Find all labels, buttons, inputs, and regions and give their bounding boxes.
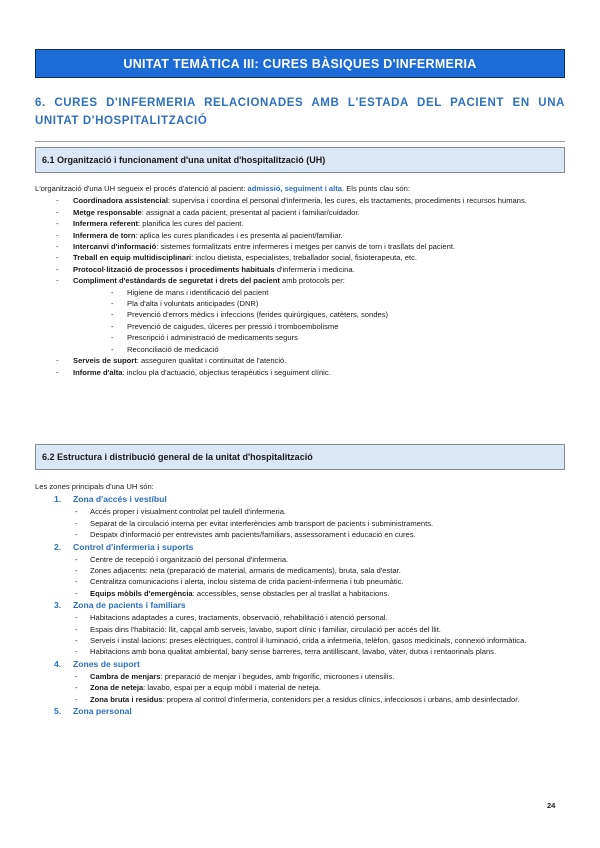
list-item: - Zona bruta i residus: propera al control d'infermeria, contenidors per a residus clínics, infecciosos i urbans, amb desinfectador. <box>35 694 565 705</box>
sub-list-item: - Higiene de mans i identificació del pacient <box>73 287 565 298</box>
sub-list-item: - Prevenció de caigudes, úlceres per pressió i tromboembolisme <box>73 321 565 332</box>
list-item: - Habitacions amb bona qualitat ambiental, bany sense barreres, terra antilliscant, lavabo, vàter, dutxa i rentaorinals plans. <box>35 646 565 657</box>
sub-list-item: - Prescripció i administració de medicaments segurs <box>73 332 565 343</box>
section-heading-6-1: 6.1 Organització i funcionament d'una unitat d'hospitalització (UH) <box>35 147 565 173</box>
list-item: - Zones adjacents: neta (preparació de material, armaris de medicaments), bruta, sala d'estar. <box>35 565 565 576</box>
unit-title-banner: UNITAT TEMÀTICA III: CURES BÀSIQUES D'INFERMERIA <box>35 49 565 78</box>
list-item: - Metge responsable: assignat a cada pacient, presentat al pacient i familiar/cuidador. <box>35 207 565 218</box>
section-heading-6-2: 6.2 Estructura i distribució general de la unitat d'hospitalització <box>35 444 565 470</box>
list-item: - Infermera de torn: aplica les cures planificades i es presenta al pacient/familiar. <box>35 230 565 241</box>
zone-heading: 5. Zona personal <box>54 706 132 717</box>
section-6-2-body <box>35 481 565 718</box>
zone-heading: 1. Zona d'accés i vestíbul <box>54 494 167 505</box>
list-item: - Separat de la circulació interna per evitar interferències amb transport de pacients i subministraments. <box>35 518 565 529</box>
sub-list-item: - Pla d'alta i voluntats anticipades (DNR) <box>73 298 565 309</box>
list-item: - Treball en equip multidisciplinari: inclou dietista, especialistes, treballador social, fisioterapeuta, etc. <box>35 252 565 263</box>
key-points-list <box>35 195 565 378</box>
list-item: - Serveis i instal·lacions: preses elèctriques, control il·luminació, crida a infermeria, telèfon, gasos medicinals, connexió informàtica. <box>35 635 565 646</box>
list-item: - Coordinadora assistencial: supervisa i coordina el personal d'infermeria, les cures, els tractaments, procediments i recursos humans. <box>35 195 565 206</box>
list-item: - Centre de recepció i organització del personal d'infermeria. <box>35 554 565 565</box>
zone-items <box>35 612 565 658</box>
list-item: - Zona de neteja: lavabo, espai per a equip mòbil i material de neteja. <box>35 682 565 693</box>
list-item: - Accés proper i visualment controlat pel taulell d'infermeria. <box>35 506 565 517</box>
section-6-1-intro: L'organització d'una UH segueix el procés d'atenció al pacient: admissió, seguiment i alta. Els punts clau són: <box>35 184 410 193</box>
highlight-phrase: admissió, seguiment i alta <box>247 184 342 193</box>
zone-heading: 2. Control d'infermeria i suports <box>54 541 194 552</box>
list-item: - Compliment d'estàndards de seguretat i drets del pacient amb protocols per: - Higiene de mans i identificació del pacient - Pla d'alta i voluntats anticipades (DNR) - Prevenció d'errors mèdics i infeccions (ferides quirúrgiques, catèters, sondes) - Prevenció de caigudes, úlceres per pressió i tromboembolisme - Prescripció i administració de medicaments segurs - Reconciliació de medicació <box>35 275 565 355</box>
zone-items <box>35 554 565 600</box>
section-6-2-intro: Les zones principals d'una UH són: <box>35 482 154 491</box>
zone-heading: 3. Zona de pacients i familiars <box>54 600 186 611</box>
safety-protocols-list <box>73 287 565 355</box>
list-item: - Centralitza comunicacions i alerta, inclou sistema de crida pacient-infermeria i tub pneumàtic. <box>35 576 565 587</box>
zone-heading: 4. Zones de suport <box>54 658 140 669</box>
list-item: - Habitacions adaptades a cures, tractaments, observació, rehabilitació i atenció personal. <box>35 612 565 623</box>
divider <box>35 141 565 142</box>
list-item: - Cambra de menjars: preparació de menjar i begudes, amb frigorífic, microones i utensilis. <box>35 671 565 682</box>
sub-list-item: - Prevenció d'errors mèdics i infeccions (ferides quirúrgiques, catèters, sondes) <box>73 309 565 320</box>
page-number: 24 <box>547 801 556 810</box>
sub-list-item: - Reconciliació de medicació <box>73 344 565 355</box>
list-item: - Espais dins l'habitació: llit, capçal amb serveis, lavabo, suport clínic i familiar, circulació per accés del llit. <box>35 624 565 635</box>
list-item: - Intercanvi d'informació: sistemes formalitzats entre infermeres i metges per canvis de torn i trasllats del pacient. <box>35 241 565 252</box>
list-item: - Protocol·lització de processos i procediments habituals d'infermeria i medicina. <box>35 264 565 275</box>
list-item: - Infermera referent: planifica les cures del pacient. <box>35 218 565 229</box>
section-6-1-body <box>35 183 565 378</box>
chapter-title: 6. CURES D'INFERMERIA RELACIONADES AMB L'ESTADA DEL PACIENT EN UNA UNITAT D'HOSPITALITZACIÓ <box>35 97 565 127</box>
list-item: - Despatx d'informació per entrevistes amb pacients/familiars, assessorament i educació en cures. <box>35 529 565 540</box>
zone-items <box>35 671 565 705</box>
zone-items <box>35 506 565 540</box>
list-item: - Equips mòbils d'emergència: accessibles, sense obstacles per al trasllat a habitacions. <box>35 588 565 599</box>
list-item: - Informe d'alta: inclou pla d'actuació, objectius terapèutics i seguiment clínic. <box>35 367 565 378</box>
list-item: - Serveis de suport: asseguren qualitat i continuïtat de l'atenció. <box>35 355 565 366</box>
